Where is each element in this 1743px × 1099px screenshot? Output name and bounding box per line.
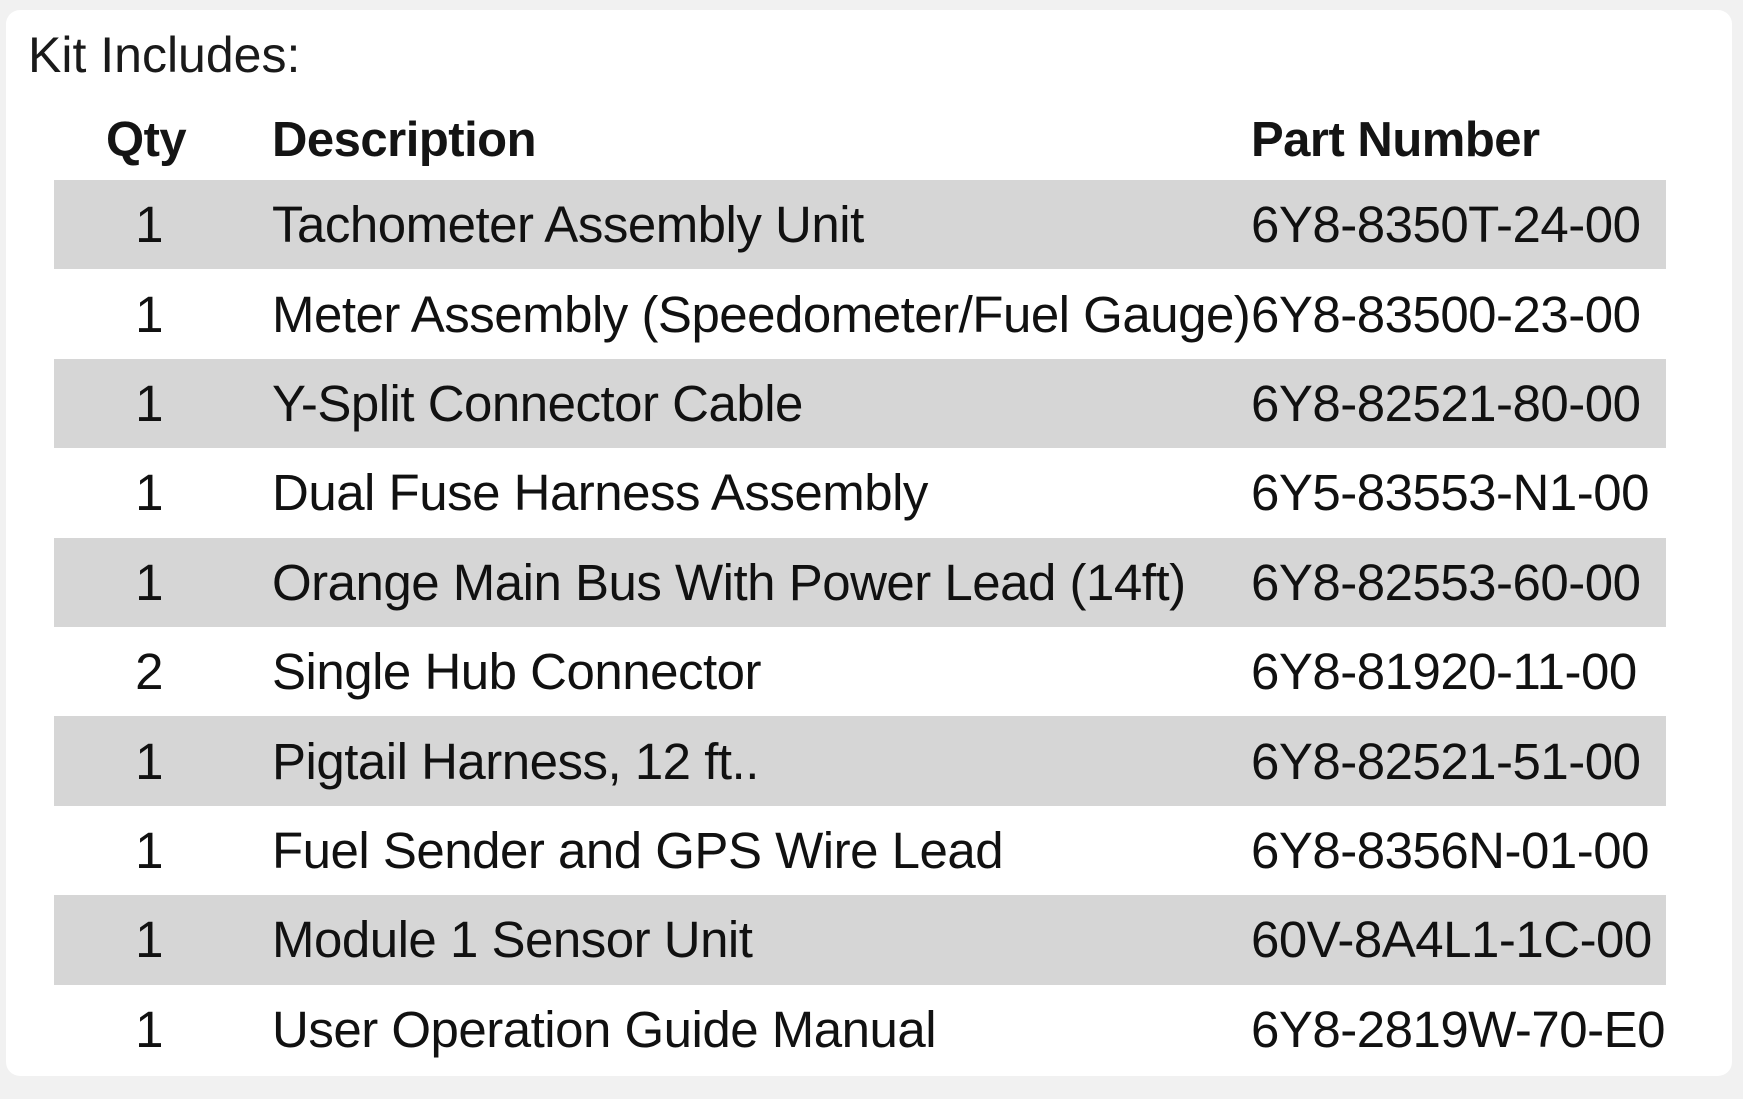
row-part-number: 6Y8-2819W-70-E0	[1251, 1000, 1665, 1058]
row-part-number: 6Y8-82521-80-00	[1251, 374, 1641, 432]
row-qty: 1	[135, 196, 163, 254]
table-row	[54, 985, 1666, 1074]
table-row	[54, 448, 1666, 537]
row-part-number: 6Y8-8356N-01-00	[1251, 821, 1649, 879]
row-description: Y-Split Connector Cable	[272, 374, 803, 432]
row-description: Module 1 Sensor Unit	[272, 911, 753, 969]
table-row	[54, 627, 1666, 716]
row-part-number: 6Y8-81920-11-00	[1251, 643, 1637, 701]
row-qty: 1	[135, 374, 163, 432]
row-part-number: 6Y8-83500-23-00	[1251, 285, 1641, 343]
row-description: Pigtail Harness, 12 ft..	[272, 732, 759, 790]
row-description: Orange Main Bus With Power Lead (14ft)	[272, 553, 1186, 611]
kit-title: Kit Includes:	[28, 27, 301, 83]
table-row	[54, 806, 1666, 895]
row-description: User Operation Guide Manual	[272, 1000, 937, 1058]
table-row	[54, 269, 1666, 358]
table-row	[54, 180, 1666, 269]
row-part-number: 6Y8-8350T-24-00	[1251, 196, 1641, 254]
kit-card	[6, 10, 1732, 1076]
row-qty: 1	[135, 732, 163, 790]
row-description: Tachometer Assembly Unit	[272, 196, 864, 254]
row-qty: 1	[135, 464, 163, 522]
header-description: Description	[272, 113, 537, 167]
row-qty: 1	[135, 1000, 163, 1058]
header-part-number: Part Number	[1251, 113, 1540, 167]
table-row	[54, 538, 1666, 627]
row-qty: 1	[135, 911, 163, 969]
table-row	[54, 359, 1666, 448]
row-qty: 1	[135, 285, 163, 343]
header-qty: Qty	[106, 113, 187, 167]
row-part-number: 6Y5-83553-N1-00	[1251, 464, 1649, 522]
row-description: Single Hub Connector	[272, 643, 761, 701]
table-row	[54, 716, 1666, 805]
row-part-number: 60V-8A4L1-1C-00	[1251, 911, 1652, 969]
table-header-row	[54, 100, 1666, 180]
parts-table	[54, 100, 1666, 1074]
row-part-number: 6Y8-82553-60-00	[1251, 553, 1641, 611]
row-description: Dual Fuse Harness Assembly	[272, 464, 928, 522]
row-description: Fuel Sender and GPS Wire Lead	[272, 821, 1004, 879]
table-row	[54, 895, 1666, 984]
row-qty: 1	[135, 821, 163, 879]
row-part-number: 6Y8-82521-51-00	[1251, 732, 1641, 790]
row-qty: 2	[135, 643, 163, 701]
row-qty: 1	[135, 553, 163, 611]
row-description: Meter Assembly (Speedometer/Fuel Gauge)	[272, 285, 1251, 343]
